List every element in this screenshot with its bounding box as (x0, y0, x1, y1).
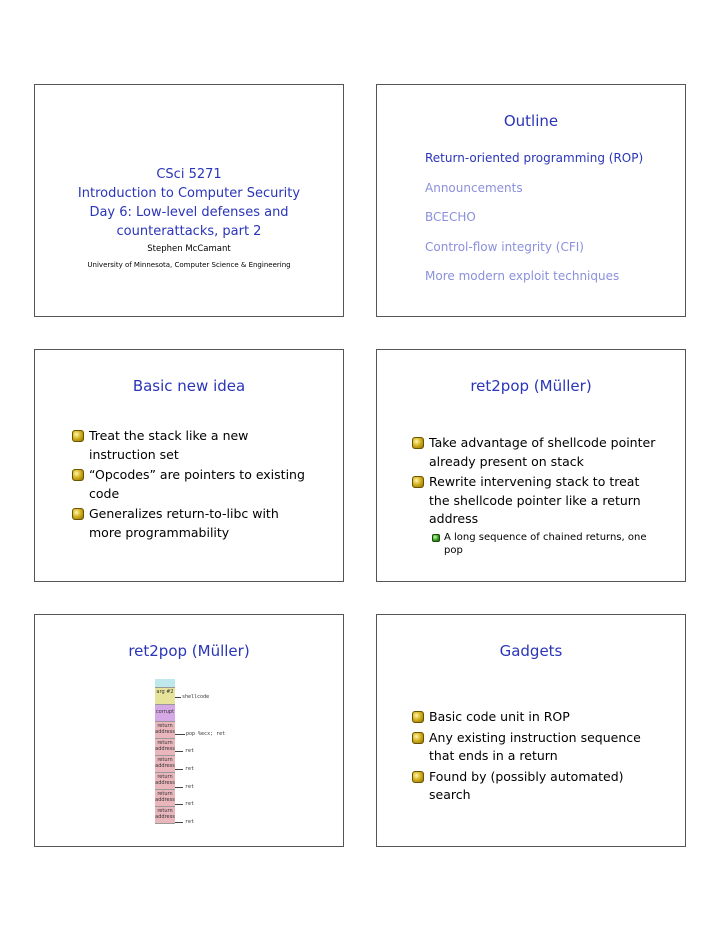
slide-title-text: Outline (503, 112, 559, 130)
arrow (175, 804, 183, 805)
bullet-list (72, 427, 312, 544)
ret-label: ret (185, 801, 195, 807)
stack-corrupt-cell: corrupt (155, 705, 175, 722)
bullet-item (72, 427, 312, 464)
bullet-icon (72, 430, 84, 442)
stack-return-address-cell: return address (155, 756, 175, 773)
bullet-item (412, 708, 662, 727)
title-block (35, 165, 343, 241)
bullet-text: Treat the stack like a new instruction set (89, 428, 249, 462)
bullet-item (412, 768, 662, 805)
arrow (175, 787, 183, 788)
bullet-text: Found by (possibly automated) search (429, 768, 624, 802)
arrow (175, 697, 181, 698)
bullet-text: “Opcodes” are pointers to existing code (89, 467, 305, 501)
course-title: Introduction to Computer Security (77, 186, 301, 201)
ret-label: ret (185, 819, 195, 825)
bullet-list (412, 434, 662, 558)
arrow (175, 822, 183, 823)
bullet-text: Take advantage of shellcode pointer already present on stack (429, 435, 656, 469)
outline-item: BCECHO (425, 210, 476, 224)
arrow (175, 734, 185, 735)
slide-title (34, 84, 344, 317)
stack-return-address-cell: return address (155, 722, 175, 739)
arrow (175, 769, 183, 770)
stack-diagram (155, 679, 175, 824)
ret-label: ret (185, 766, 195, 772)
bullet-item (412, 729, 662, 766)
outline-item: Announcements (425, 180, 523, 195)
bullet-icon (72, 508, 84, 520)
slide-title-text: Gadgets (499, 642, 563, 660)
stack-return-address-cell: return address (155, 790, 175, 807)
bullet-text: Any existing instruction sequence that ends in a return (429, 729, 641, 763)
bullet-text: Basic code unit in ROP (429, 709, 570, 724)
ret-label: ret (185, 784, 195, 790)
bullet-icon (72, 469, 84, 481)
course-code: CSci 5271 (156, 167, 222, 182)
bullet-list (412, 708, 662, 807)
ret-label: ret (185, 748, 195, 754)
stack-return-address-cell: return address (155, 807, 175, 824)
lecture-title-2: counterattacks, part 2 (116, 224, 262, 239)
bullet-item (72, 466, 312, 503)
affiliation: University of Minnesota, Computer Science & Engineering (87, 261, 291, 269)
bullet-icon (412, 711, 424, 723)
shellcode-label: shellcode (182, 694, 210, 700)
slide-title-text: ret2pop (Müller) (128, 642, 250, 660)
slide-gadgets (376, 614, 686, 847)
stack-arg-cell: arg #2 (155, 688, 175, 705)
slide-ret2pop-diagram (34, 614, 344, 847)
bullet-icon (412, 437, 424, 449)
stack-return-address-cell: return address (155, 773, 175, 790)
bullet-item (412, 473, 662, 529)
sub-bullet-text: A long sequence of chained returns, one pop (444, 531, 647, 556)
outline-item: Control-flow integrity (CFI) (425, 239, 584, 254)
arrow (175, 751, 183, 752)
bullet-item (72, 505, 312, 542)
sub-bullet-item (432, 531, 662, 558)
sub-bullet-icon (432, 534, 440, 542)
bullet-icon (412, 771, 424, 783)
slide-basic-new-idea (34, 349, 344, 582)
bullet-icon (412, 732, 424, 744)
slide-outline (376, 84, 686, 317)
slide-ret2pop (376, 349, 686, 582)
bullet-icon (412, 476, 424, 488)
slide-title-text: Basic new idea (132, 377, 246, 395)
bullet-item (412, 434, 662, 471)
author: Stephen McCamant (147, 244, 231, 254)
pop-label: pop %ecx; ret (186, 731, 226, 737)
lecture-title: Day 6: Low-level defenses and (89, 205, 289, 220)
outline-item: Return-oriented programming (ROP) (425, 151, 644, 165)
stack-return-address-cell: return address (155, 739, 175, 756)
stack-top-cell (155, 679, 175, 688)
slide-title-text: ret2pop (Müller) (470, 377, 592, 395)
outline-item: More modern exploit techniques (425, 269, 620, 283)
outline-list (425, 151, 643, 299)
bullet-text: Rewrite intervening stack to treat the shellcode pointer like a return address (429, 474, 641, 526)
bullet-text: Generalizes return-to-libc with more programmability (89, 506, 279, 540)
